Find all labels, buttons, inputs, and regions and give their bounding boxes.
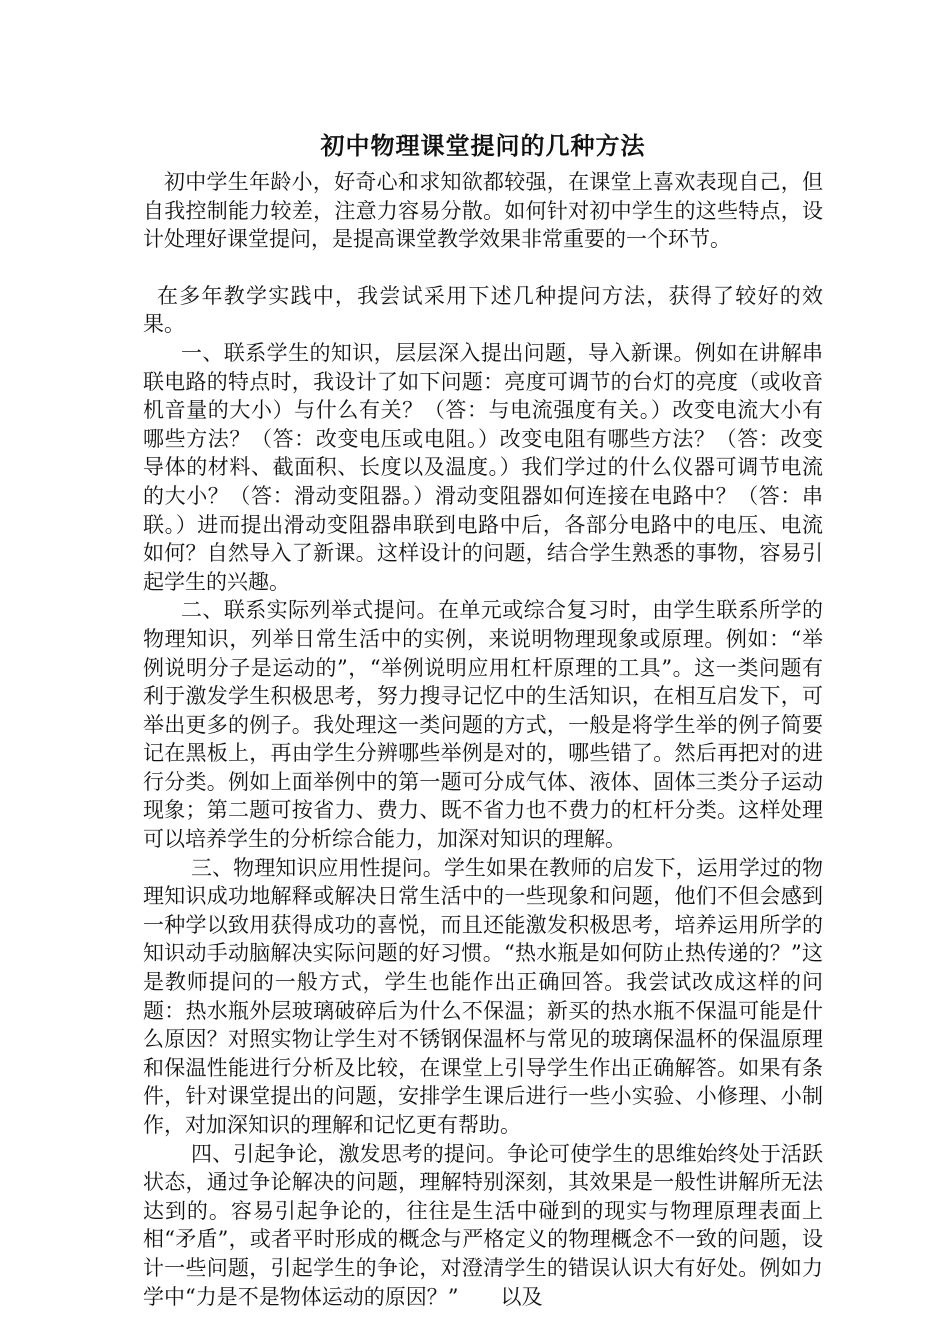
paragraph-method-2: 二、联系实际列举式提问。在单元或综合复习时，由学生联系所学的物理知识，列举日常生活中的实例，来说明物理现象或原理。例如：“举例说明分子是运动的”，“举例说明应用杠杆原理的工具”。这一类问题有利于激发学生积极思考，努力搜寻记忆中的生活知识，在相互启发下，可举出更多的例子。我处理这一类问题的方式，一般是将学生举的例子简要记在黑板上，再由学生分辨哪些举例是对的，哪些错了。然后再把对的进行分类。例如上面举例中的第一题可分成气体、液体、固体三类分子运动现象；第二题可按省力、费力、既不省力也不费力的杠杆分类。这样处理可以培养学生的分析综合能力，加深对知识的理解。: [143, 598, 823, 852]
document-title: 初中物理课堂提问的几种方法: [320, 132, 646, 160]
paragraph-method-3: 三、物理知识应用性提问。学生如果在教师的启发下，运用学过的物理知识成功地解释或解决日常生活中的一些现象和问题，他们不但会感到一种学以致用获得成功的喜悦，而且还能激发积极思考，培养运用所学的知识动手动脑解决实际问题的好习惯。“热水瓶是如何防止热传递的？”这是教师提问的一般方式，学生也能作出正确回答。我尝试改成这样的问题：热水瓶外层玻璃破碎后为什么不保温；新买的热水瓶不保温可能是什么原因？对照实物让学生对不锈钢保温杯与常见的玻璃保温杯的保温原理和保温性能进行分析及比较，在课堂上引导学生作出正确解答。如果有条件，针对课堂提出的问题，安排学生课后进行一些小实验、小修理、小制作，对加深知识的理解和记忆更有帮助。: [143, 855, 823, 1137]
paragraph-method-1: 一、联系学生的知识，层层深入提出问题，导入新课。例如在讲解串联电路的特点时，我设计了如下问题：亮度可调节的台灯的亮度（或收音机音量的大小）与什么有关？（答：与电流强度有关。）改变电流大小有哪些方法？（答：改变电压或电阻。）改变电阻有哪些方法？（答：改变导体的材料、截面积、长度以及温度。）我们学过的什么仪器可调节电流的大小？（答：滑动变阻器。）滑动变阻器如何连接在电路中？（答：串联。）进而提出滑动变阻器串联到电路中后，各部分电路中的电压、电流如何？自然导入了新课。这样设计的问题，结合学生熟悉的事物，容易引起学生的兴趣。: [143, 340, 823, 594]
paragraph-intro: 初中学生年龄小，好奇心和求知欲都较强，在课堂上喜欢表现自己，但自我控制能力较差，注意力容易分散。如何针对初中学生的这些特点，设计处理好课堂提问，是提高课堂教学效果非常重要的一个环节。: [143, 170, 823, 252]
paragraph-method-4: 四、引起争论，激发思考的提问。争论可使学生的思维始终处于活跃状态，通过争论解决的问题，理解特别深刻，其效果是一般性讲解所无法达到的。容易引起争论的，往往是生活中碰到的现实与物理原理表面上相“矛盾”，或者平时形成的概念与严格定义的物理概念不一致的问题，设计一些问题，引起学生的争论，对澄清学生的错误认识大有好处。例如力学中“力是不是物体运动的原因？” 以及: [143, 1141, 823, 1309]
paragraph-overview: 在多年教学实践中，我尝试采用下述几种提问方法，获得了较好的效果。: [143, 283, 823, 337]
document-page: [143, 128, 823, 1311]
paragraph-spacer: [143, 254, 823, 282]
